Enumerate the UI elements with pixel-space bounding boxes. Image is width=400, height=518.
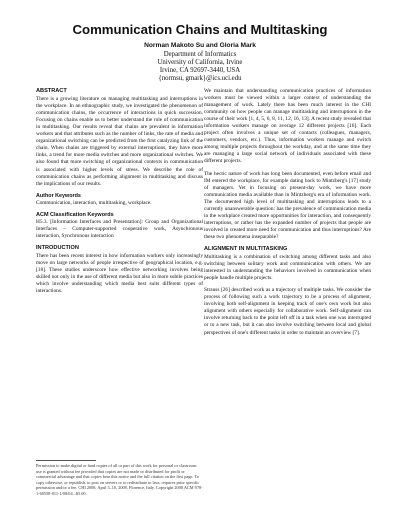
affiliation-line: Department of Informatics [163,51,237,58]
left-column [36,88,203,300]
right-column [204,88,371,342]
body-paragraph: Multitasking is a combination of switching among different tasks and also switching between solitary work and communication with others. We are interested in understanding the behaviors involved in communication when people handle multiple projects. [204,254,371,282]
acm-heading: ACM Classification Keywords [36,211,114,218]
body-paragraph: We maintain that understanding communication practices of information workers must be viewed within a larger context of understanding the management of work. Lately there has been much interest in the CHI community on how people can manage multitasking and interruptions in the course of their work [1, 4, 5, 6, 8, 11, 12, 16, 13]. A recent study revealed that information workers manage on average 12 different projects [16]. Each project often involves a unique set of contacts (colleagues, managers, customers, vendors, etc.). Thus, information workers manage and switch among multiple projects throughout the workday, and at the same time they are managing a large social network of individuals associated with these different projects. [204,88,371,165]
abstract-text: There is a growing literature on managing multitasking and interruptions in the workplace. In an ethnographic study, we investigated the phenomenon of communication chains, the occurrence of interactions in quick succession. Focusing on chains enable us to better understand the role of communication in multitasking. Our results reveal that chains are prevalent in information workers and that attributes such as the number of links, the rate of media and organizational switching can be predicted from the first catalyzing link of the chain. When chains are triggered by external interruptions, they have more links, a trend for more media switches and more organizational switches. We also found that more switching of organizational contexts in communication is associated with higher levels of stress. We describe the role of communication chains as performing alignment in multitasking and discuss the implications of our results. [36,96,203,187]
copyright-divider [36,460,96,461]
author-keywords-heading: Author Keywords [36,192,81,199]
introduction-heading: INTRODUCTION [36,244,79,251]
acm-text: H5.3. [Information Interfaces and Presentation]: Group and Organizational Interfaces – Computer-supported cooperative work, Asynchronous interaction, Synchronous interaction [36,218,203,239]
affiliation-line: University of California, Irvine [157,59,243,66]
body-paragraph: Strauss [26] described work as a trajectory of multiple tasks. We consider the process of following such a work trajectory to be a process of alignment, involving both self-alignment in keeping track of one's own work but also alignment with others especially for collaborative work. Self-alignment can involve returning back to the point left off in a task when one was interrupted or to a new task, but it can also involve switching between local and global perspectives of one's different tasks in order to maintain an overview [7]. [204,287,371,336]
author-keywords-text: Communication, interaction, multitasking, workplace. [36,199,152,206]
affiliation-line: Irvine, CA 92697-3440, USA [159,67,241,74]
alignment-heading: ALIGNMENT IN MULTITASKING [204,245,288,252]
introduction-text: There has been recent interest in how information workers only increasingly move on large networks of people irrespective of geographical location, e.g. [18]. These studies underscore how effective networking involves being skilled not only in the use of different media but also in more subtle practices which involve understanding which media best suits different types of interactions. [36,252,203,295]
paper-title: Communication Chains and Multitasking [72,22,328,37]
copyright-notice: Permission to make digital or hard copies of all or part of this work for personal or classroom use is granted without fee provided that copies are not made or distributed for profit or commercial advantage and that copies bear this notice and the full citation on the first page. To copy otherwise, or republish, to post on servers or to redistribute to lists, requires prior specific permission and/or a fee. CHI 2008, April 5–10, 2008, Florence, Italy. Copyright 2008 ACM 978-1-60558-011-1/08/04...$5.00. [36,463,203,496]
affiliation-email: {normsu, gmark}@ics.uci.edu [158,75,242,82]
abstract-heading: ABSTRACT [36,88,67,94]
body-paragraph: The hectic nature of work has long been documented, even before email and IM entered the workplace, for example dating back to Mintzberg's [17] study of managers. Yet in focusing on present-day work, we have more communication media available than in Mintzberg's era of information work. The documented high level of multitasking and interruptions leads to a currently unanswerable question: has the prevalence of communication media in the workplace created more opportunities for interaction, and consequently interruptions, or rather has the expanded number of projects that people are involved in created more need for communication and thus interruptions? Are these two phenomena inseparable? [204,170,371,240]
author-names: Norman Makoto Su and Gloria Mark [144,42,256,49]
